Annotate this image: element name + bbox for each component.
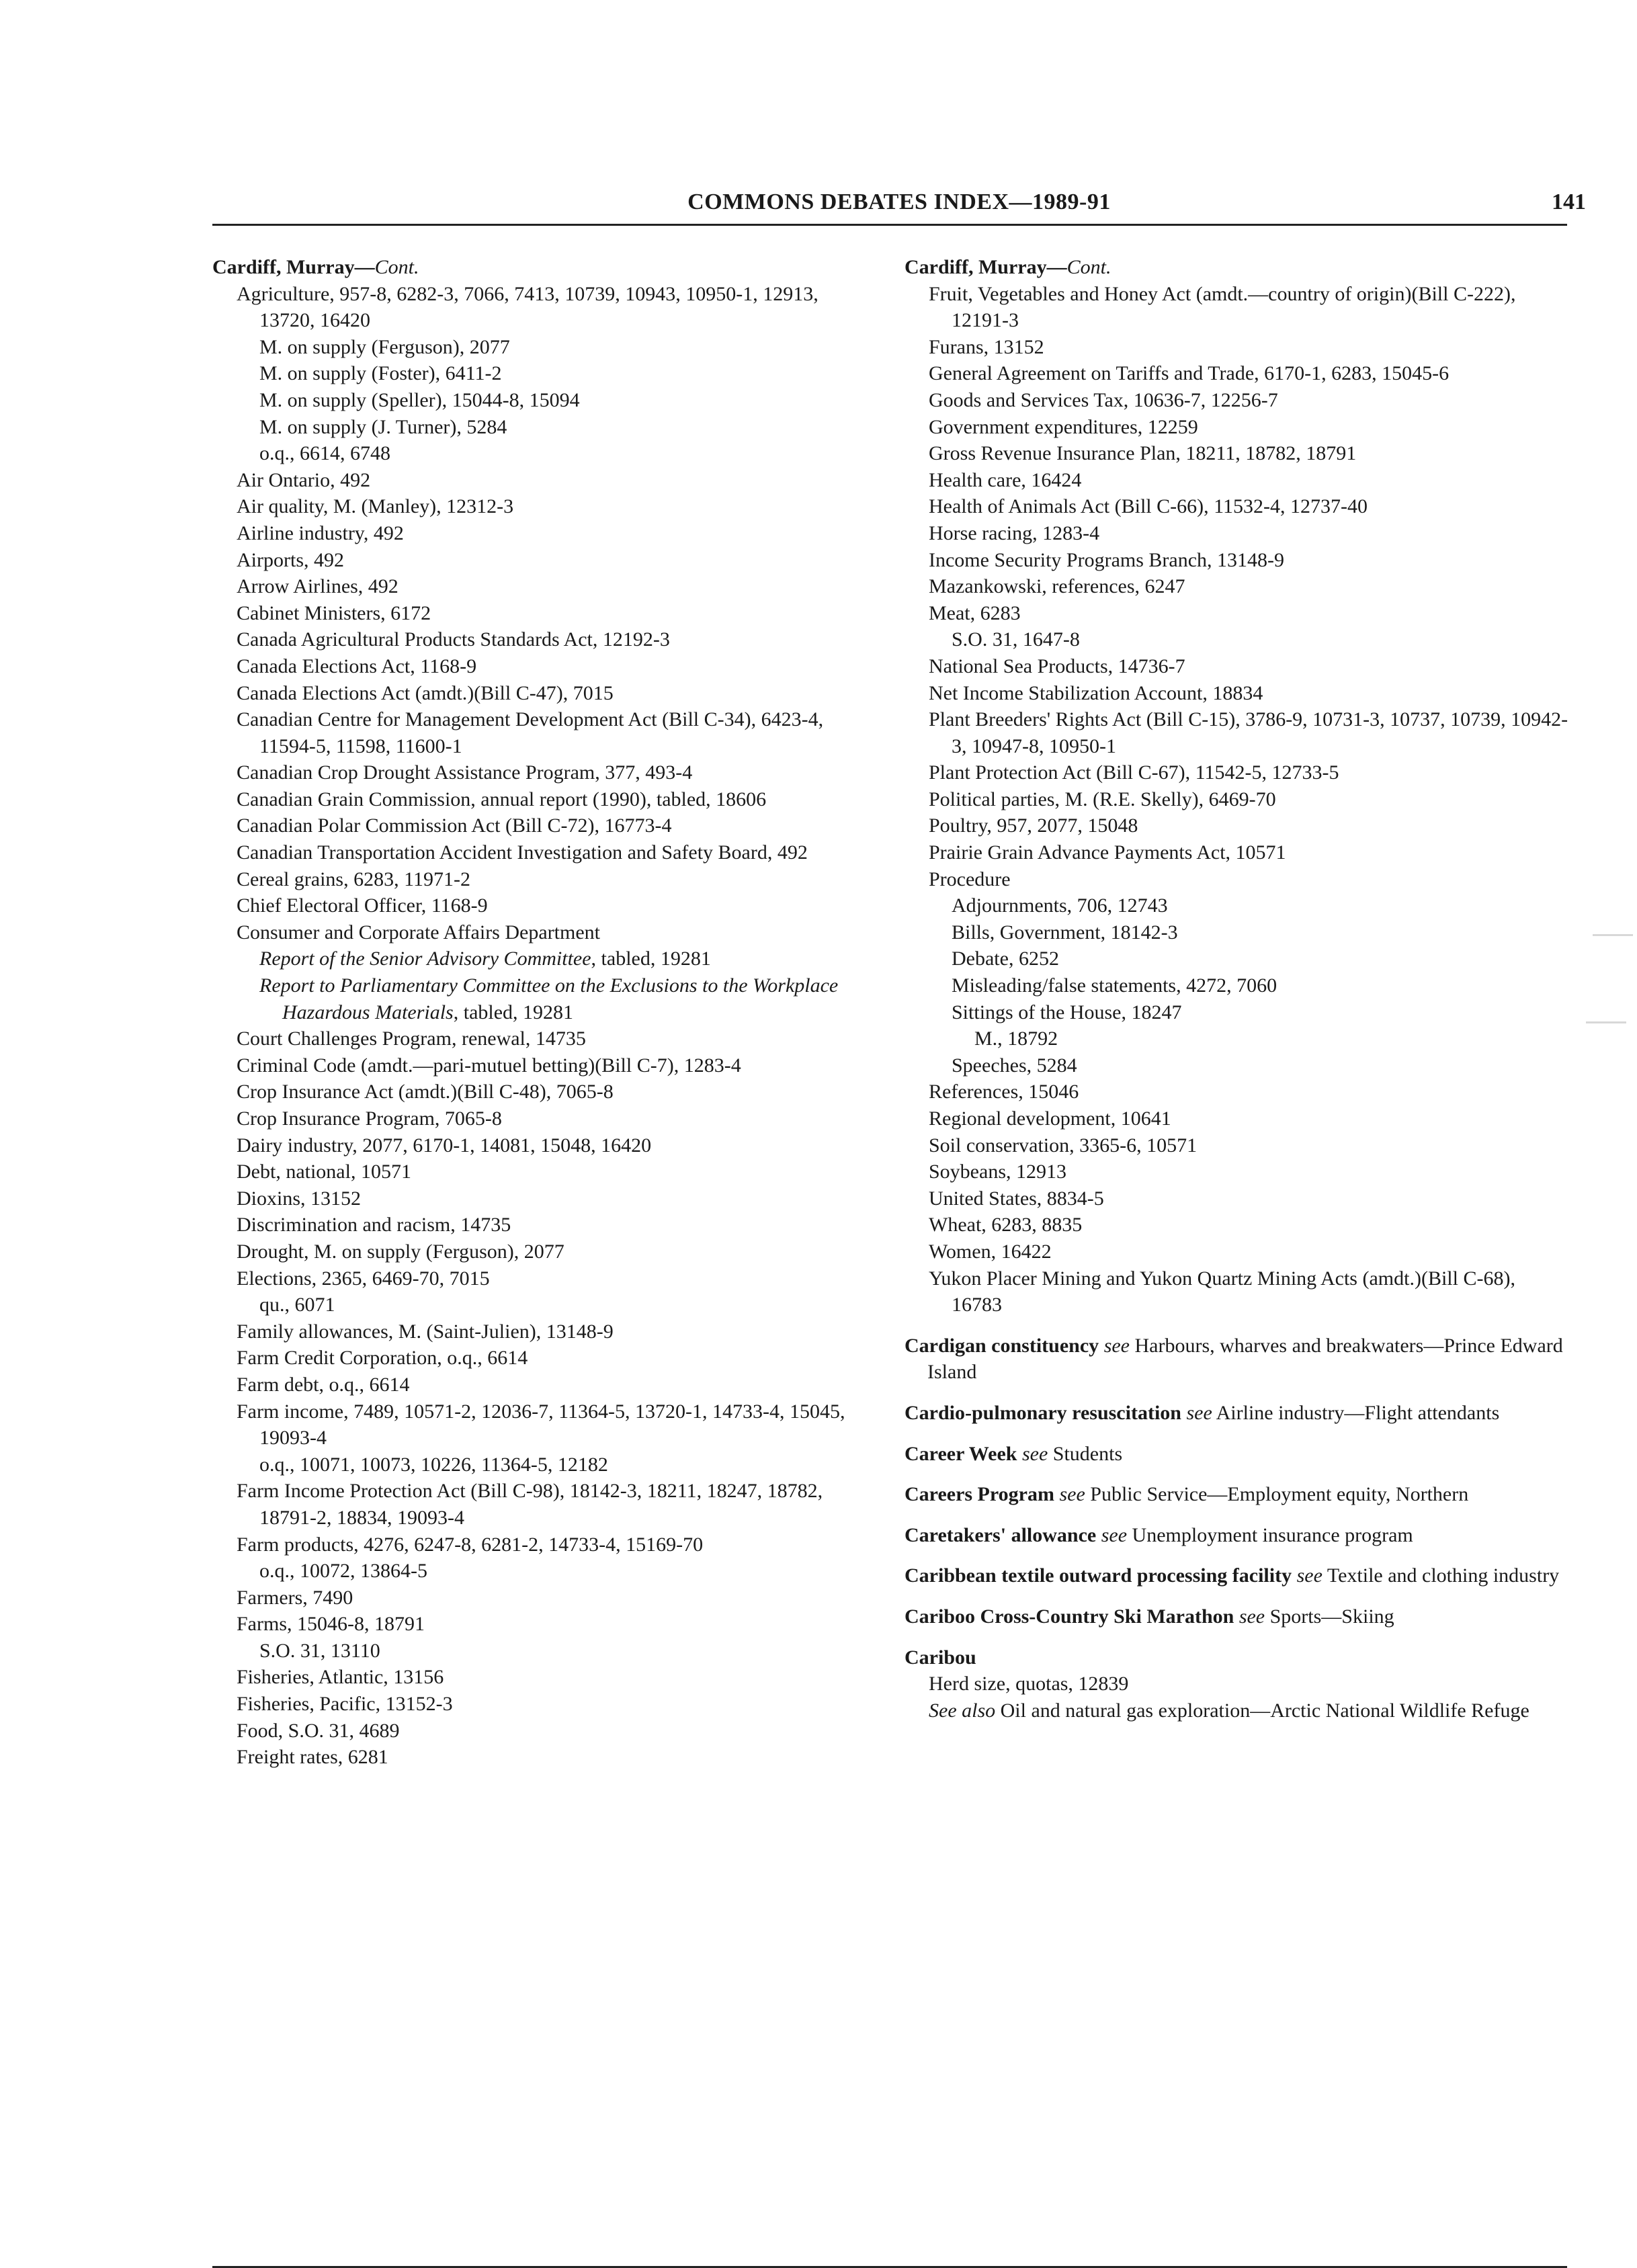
- entry-text: Agriculture, 957-8, 6282-3, 7066, 7413, 10739, 10943, 10950-1, 12913, 13720, 16420: [237, 282, 818, 332]
- entry-text: Speeches, 5284: [952, 1054, 1077, 1077]
- index-entry: [237, 281, 857, 334]
- index-entry: [259, 360, 857, 387]
- entry-text: Cont.: [374, 256, 419, 278]
- index-entry: [952, 999, 1570, 1026]
- entry-text: —: [354, 256, 375, 278]
- entry-text: Consumer and Corporate Affairs Department: [237, 921, 600, 943]
- entry-text: Soil conservation, 3365-6, 10571: [929, 1134, 1198, 1157]
- entry-text: Government expenditures, 12259: [929, 415, 1198, 438]
- index-entry: [974, 1025, 1570, 1052]
- index-entry: [929, 812, 1570, 839]
- index-entry: [929, 440, 1570, 467]
- index-entry: [237, 919, 857, 946]
- index-entry: [259, 946, 857, 972]
- entry-text: Cardiff, Murray: [905, 256, 1047, 278]
- entry-text: Plant Protection Act (Bill C-67), 11542-5, 12733-5: [929, 761, 1339, 784]
- entry-text: Harbours, wharves and breakwaters—Prince Edward Island: [927, 1334, 1563, 1384]
- right-column: [905, 254, 1570, 1724]
- index-heading: [905, 1644, 1570, 1671]
- entry-text: Air Ontario, 492: [237, 468, 371, 491]
- index-entry: [259, 1292, 857, 1318]
- index-entry: [237, 1744, 857, 1771]
- index-entry: [952, 626, 1570, 653]
- entry-text: National Sea Products, 14736-7: [929, 655, 1185, 677]
- index-heading: [905, 1400, 1570, 1427]
- entry-text: Wheat, 6283, 8835: [929, 1214, 1083, 1236]
- entry-text: M. on supply (Ferguson), 2077: [259, 335, 510, 358]
- index-entry: [237, 1025, 857, 1052]
- index-entry: [237, 839, 857, 866]
- entry-text: see: [1186, 1401, 1212, 1424]
- index-entry: [237, 1398, 857, 1452]
- entry-text: Cariboo Cross-Country Ski Marathon: [905, 1605, 1234, 1628]
- index-entry: [929, 1238, 1570, 1265]
- index-entry: [237, 1318, 857, 1345]
- entry-text: see: [1021, 1442, 1048, 1465]
- index-heading: [905, 1333, 1570, 1386]
- entry-text: Farm income, 7489, 10571-2, 12036-7, 11364-5, 13720-1, 14733-4, 15045, 19093-4: [237, 1400, 845, 1450]
- entry-text: Unemployment insurance program: [1127, 1523, 1413, 1546]
- entry-text: see: [1059, 1483, 1085, 1506]
- index-entry: [237, 1478, 857, 1531]
- entry-text: Family allowances, M. (Saint-Julien), 13148-9: [237, 1320, 614, 1343]
- entry-text: Cont.: [1066, 256, 1111, 278]
- entry-text: M. on supply (Speller), 15044-8, 15094: [259, 388, 580, 411]
- index-entry: [237, 493, 857, 520]
- entry-text: Textile and clothing industry: [1322, 1564, 1560, 1587]
- entry-text: Farm Income Protection Act (Bill C-98), 18142-3, 18211, 18247, 18782, 18791-2, 18834, 19093-4: [237, 1480, 823, 1529]
- entry-text: Canadian Grain Commission, annual report (1990), tabled, 18606: [237, 788, 767, 810]
- entry-text: Regional development, 10641: [929, 1107, 1171, 1130]
- index-entry: [237, 1238, 857, 1265]
- entry-text: see: [1296, 1564, 1323, 1587]
- entry-text: , tabled, 19281: [591, 948, 711, 970]
- index-entry: [237, 1212, 857, 1238]
- index-entry: [237, 1718, 857, 1745]
- entry-text: qu., 6071: [259, 1294, 335, 1316]
- entry-text: Report to Parliamentary Committee on the Exclusions to the Workplace Hazardous Materials: [259, 974, 839, 1023]
- margin-scan-mark: [1586, 1021, 1626, 1023]
- entry-text: Report of the Senior Advisory Committee: [259, 948, 591, 970]
- index-entry: [929, 839, 1570, 866]
- entry-text: Canadian Crop Drought Assistance Program, 377, 493-4: [237, 761, 693, 784]
- index-entry: [259, 972, 857, 1025]
- entry-text: see: [1103, 1334, 1130, 1357]
- entry-text: Plant Breeders' Rights Act (Bill C-15), 3786-9, 10731-3, 10737, 10739, 10942-3, 10947-8, 10950-1: [929, 708, 1568, 757]
- index-entry: [929, 1671, 1570, 1697]
- entry-text: Dairy industry, 2077, 6170-1, 14081, 15048, 16420: [237, 1134, 652, 1157]
- entry-text: Dioxins, 13152: [237, 1187, 362, 1210]
- entry-text: Public Service—Employment equity, Northern: [1085, 1483, 1469, 1506]
- index-entry: [237, 1079, 857, 1105]
- index-entry: [259, 414, 857, 441]
- entry-text: Gross Revenue Insurance Plan, 18211, 18782, 18791: [929, 442, 1357, 465]
- index-entry: [237, 706, 857, 759]
- entry-text: Income Security Programs Branch, 13148-9: [929, 548, 1285, 571]
- index-entry: [237, 812, 857, 839]
- entry-text: Airline industry, 492: [237, 521, 404, 544]
- index-entry: [237, 547, 857, 574]
- index-entry: [929, 493, 1570, 520]
- index-entry: [259, 440, 857, 467]
- entry-text: see: [1101, 1523, 1128, 1546]
- entry-text: Procedure: [929, 868, 1011, 890]
- entry-text: Sports—Skiing: [1265, 1605, 1394, 1628]
- index-entry: [929, 547, 1570, 574]
- index-entry: [237, 1105, 857, 1132]
- index-entry: [237, 1345, 857, 1372]
- entry-text: Chief Electoral Officer, 1168-9: [237, 894, 488, 917]
- index-entry: [237, 680, 857, 707]
- page-title: COMMONS DEBATES INDEX—1989-91: [687, 190, 1111, 214]
- entry-text: S.O. 31, 1647-8: [952, 628, 1080, 651]
- entry-text: M., 18792: [974, 1027, 1058, 1050]
- entry-text: Discrimination and racism, 14735: [237, 1214, 511, 1236]
- entry-text: Crop Insurance Program, 7065-8: [237, 1107, 502, 1130]
- entry-text: Sittings of the House, 18247: [952, 1001, 1182, 1023]
- index-entry: [952, 919, 1570, 946]
- index-entry: [237, 1664, 857, 1691]
- entry-text: Arrow Airlines, 492: [237, 575, 398, 598]
- index-entry: [929, 281, 1570, 334]
- entry-text: Air quality, M. (Manley), 12312-3: [237, 495, 514, 518]
- index-entry: [237, 653, 857, 680]
- index-entry: [237, 866, 857, 893]
- index-entry: [237, 892, 857, 919]
- index-entry: [237, 1531, 857, 1558]
- index-entry: [259, 1638, 857, 1665]
- entry-text: Goods and Services Tax, 10636-7, 12256-7: [929, 388, 1278, 411]
- entry-text: Canada Agricultural Products Standards Act, 12192-3: [237, 628, 670, 651]
- entry-text: General Agreement on Tariffs and Trade, 6170-1, 6283, 15045-6: [929, 362, 1450, 385]
- index-entry: [237, 467, 857, 494]
- index-entry: [237, 1585, 857, 1611]
- index-entry: [929, 467, 1570, 494]
- entry-text: Fisheries, Pacific, 13152-3: [237, 1693, 453, 1716]
- entry-text: Fruit, Vegetables and Honey Act (amdt.—country of origin)(Bill C-222), 12191-3: [929, 282, 1516, 332]
- index-entry: [259, 1452, 857, 1478]
- entry-text: Fisheries, Atlantic, 13156: [237, 1666, 444, 1689]
- index-entry: [259, 1558, 857, 1585]
- entry-text: Criminal Code (amdt.—pari-mutuel betting)(Bill C-7), 1283-4: [237, 1054, 741, 1077]
- entry-text: [1017, 1443, 1022, 1465]
- entry-text: Cabinet Ministers, 6172: [237, 601, 431, 624]
- index-entry: [237, 520, 857, 547]
- index-entry: [952, 972, 1570, 999]
- index-entry: [929, 1132, 1570, 1159]
- index-entry: [237, 786, 857, 813]
- index-entry: [929, 414, 1570, 441]
- entry-text: Furans, 13152: [929, 335, 1044, 358]
- index-entry: [929, 334, 1570, 361]
- index-entry: [259, 334, 857, 361]
- entry-text: Yukon Placer Mining and Yukon Quartz Mining Acts (amdt.)(Bill C-68), 16783: [929, 1267, 1515, 1316]
- index-entry: [929, 1105, 1570, 1132]
- entry-text: Career Week: [905, 1442, 1017, 1465]
- entry-text: Airports, 492: [237, 548, 344, 571]
- index-heading: [905, 1522, 1570, 1549]
- entry-text: Caribou: [905, 1646, 976, 1669]
- entry-text: See also: [929, 1699, 996, 1722]
- index-entry: [929, 387, 1570, 414]
- index-heading: [905, 1441, 1570, 1468]
- index-entry: [929, 653, 1570, 680]
- entry-text: see: [1239, 1605, 1265, 1628]
- index-entry: [929, 759, 1570, 786]
- entry-text: Cardio-pulmonary resuscitation: [905, 1401, 1181, 1424]
- index-entry: [237, 1691, 857, 1718]
- page-number: 141: [1552, 190, 1586, 214]
- entry-text: Canadian Polar Commission Act (Bill C-72), 16773-4: [237, 814, 672, 837]
- index-entry: [952, 892, 1570, 919]
- index-entry: [259, 387, 857, 414]
- index-entry: [237, 1611, 857, 1638]
- index-entry: [237, 1052, 857, 1079]
- entry-text: Cardiff, Murray: [212, 256, 355, 278]
- index-entry: [237, 1159, 857, 1185]
- index-entry: [929, 1265, 1570, 1318]
- header-rule: [212, 224, 1567, 226]
- entry-text: Farm debt, o.q., 6614: [237, 1373, 410, 1396]
- entry-text: Adjournments, 706, 12743: [952, 894, 1168, 917]
- index-heading: [212, 254, 857, 281]
- index-entry: [929, 520, 1570, 547]
- entry-text: Mazankowski, references, 6247: [929, 575, 1185, 598]
- entry-text: Food, S.O. 31, 4689: [237, 1719, 400, 1742]
- index-heading: [905, 1481, 1570, 1508]
- entry-text: Elections, 2365, 6469-70, 7015: [237, 1267, 490, 1290]
- entry-text: Women, 16422: [929, 1240, 1052, 1263]
- entry-text: Debate, 6252: [952, 948, 1059, 970]
- entry-text: o.q., 6614, 6748: [259, 442, 390, 465]
- entry-text: Canadian Centre for Management Development Act (Bill C-34), 6423-4, 11594-5, 11598, 11600-1: [237, 708, 824, 757]
- index-entry: [237, 1185, 857, 1212]
- entry-text: Canada Elections Act (amdt.)(Bill C-47), 7015: [237, 681, 614, 704]
- index-entry: [237, 1265, 857, 1292]
- entry-text: Cardigan constituency: [905, 1334, 1099, 1357]
- entry-text: Crop Insurance Act (amdt.)(Bill C-48), 7065-8: [237, 1081, 614, 1103]
- index-heading: [905, 1603, 1570, 1630]
- index-entry: [237, 759, 857, 786]
- entry-text: Soybeans, 12913: [929, 1161, 1066, 1183]
- entry-text: Farmers, 7490: [237, 1586, 353, 1609]
- entry-text: Oil and natural gas exploration—Arctic National Wildlife Refuge: [995, 1699, 1529, 1722]
- entry-text: Prairie Grain Advance Payments Act, 10571: [929, 841, 1286, 864]
- entry-text: Caribbean textile outward processing facility: [905, 1564, 1292, 1587]
- index-entry: [929, 1159, 1570, 1185]
- index-entry: [929, 1079, 1570, 1105]
- entry-text: —: [1046, 256, 1067, 278]
- index-entry: [952, 1052, 1570, 1079]
- entry-text: , tabled, 19281: [453, 1001, 574, 1023]
- entry-text: Horse racing, 1283-4: [929, 521, 1100, 544]
- index-entry: [929, 1697, 1570, 1724]
- index-heading: [905, 254, 1570, 281]
- running-header: [212, 188, 1586, 223]
- index-entry: [929, 786, 1570, 813]
- entry-text: [1099, 1335, 1104, 1357]
- entry-text: M. on supply (Foster), 6411-2: [259, 362, 502, 385]
- entry-text: o.q., 10071, 10073, 10226, 11364-5, 12182: [259, 1453, 608, 1476]
- left-column: [212, 254, 857, 1771]
- index-entry: [237, 573, 857, 600]
- index-entry: [929, 680, 1570, 707]
- entry-text: Freight rates, 6281: [237, 1746, 388, 1769]
- index-entry: [952, 946, 1570, 972]
- entry-text: Students: [1048, 1442, 1123, 1465]
- entry-text: Careers Program: [905, 1483, 1054, 1506]
- entry-text: Herd size, quotas, 12839: [929, 1673, 1129, 1695]
- entry-text: Cereal grains, 6283, 11971-2: [237, 868, 470, 890]
- index-entry: [929, 360, 1570, 387]
- index-entry: [237, 600, 857, 627]
- index-entry: [929, 1212, 1570, 1238]
- entry-text: [1096, 1524, 1101, 1546]
- entry-text: [1292, 1564, 1297, 1587]
- entry-text: Court Challenges Program, renewal, 14735: [237, 1027, 586, 1050]
- entry-text: Drought, M. on supply (Ferguson), 2077: [237, 1240, 564, 1263]
- index-entry: [929, 573, 1570, 600]
- index-heading: [905, 1562, 1570, 1589]
- entry-text: [1234, 1605, 1239, 1628]
- entry-text: Debt, national, 10571: [237, 1161, 411, 1183]
- index-entry: [929, 706, 1570, 759]
- entry-text: Farms, 15046-8, 18791: [237, 1613, 425, 1636]
- entry-text: Caretakers' allowance: [905, 1523, 1097, 1546]
- entry-text: Net Income Stabilization Account, 18834: [929, 681, 1263, 704]
- entry-text: Poultry, 957, 2077, 15048: [929, 814, 1138, 837]
- index-entry: [237, 1372, 857, 1398]
- index-entry: [237, 626, 857, 653]
- index-entry: [929, 600, 1570, 627]
- entry-text: Farm products, 4276, 6247-8, 6281-2, 14733-4, 15169-70: [237, 1533, 704, 1556]
- entry-text: o.q., 10072, 13864-5: [259, 1560, 427, 1583]
- entry-text: M. on supply (J. Turner), 5284: [259, 415, 507, 438]
- margin-scan-mark: [1593, 934, 1633, 936]
- entry-text: S.O. 31, 13110: [259, 1639, 380, 1662]
- entry-text: Farm Credit Corporation, o.q., 6614: [237, 1347, 528, 1370]
- index-entry: [929, 866, 1570, 893]
- entry-text: Political parties, M. (R.E. Skelly), 6469-70: [929, 788, 1276, 810]
- entry-text: Canada Elections Act, 1168-9: [237, 655, 477, 677]
- entry-text: Meat, 6283: [929, 601, 1021, 624]
- entry-text: Health of Animals Act (Bill C-66), 11532-4, 12737-40: [929, 495, 1368, 518]
- entry-text: Canadian Transportation Accident Investigation and Safety Board, 492: [237, 841, 808, 864]
- entry-text: References, 15046: [929, 1081, 1079, 1103]
- entry-text: Bills, Government, 18142-3: [952, 921, 1178, 943]
- entry-text: United States, 8834-5: [929, 1187, 1104, 1210]
- entry-text: Airline industry—Flight attendants: [1212, 1401, 1500, 1424]
- index-entry: [237, 1132, 857, 1159]
- index-entry: [929, 1185, 1570, 1212]
- entry-text: Misleading/false statements, 4272, 7060: [952, 974, 1277, 997]
- entry-text: Health care, 16424: [929, 468, 1082, 491]
